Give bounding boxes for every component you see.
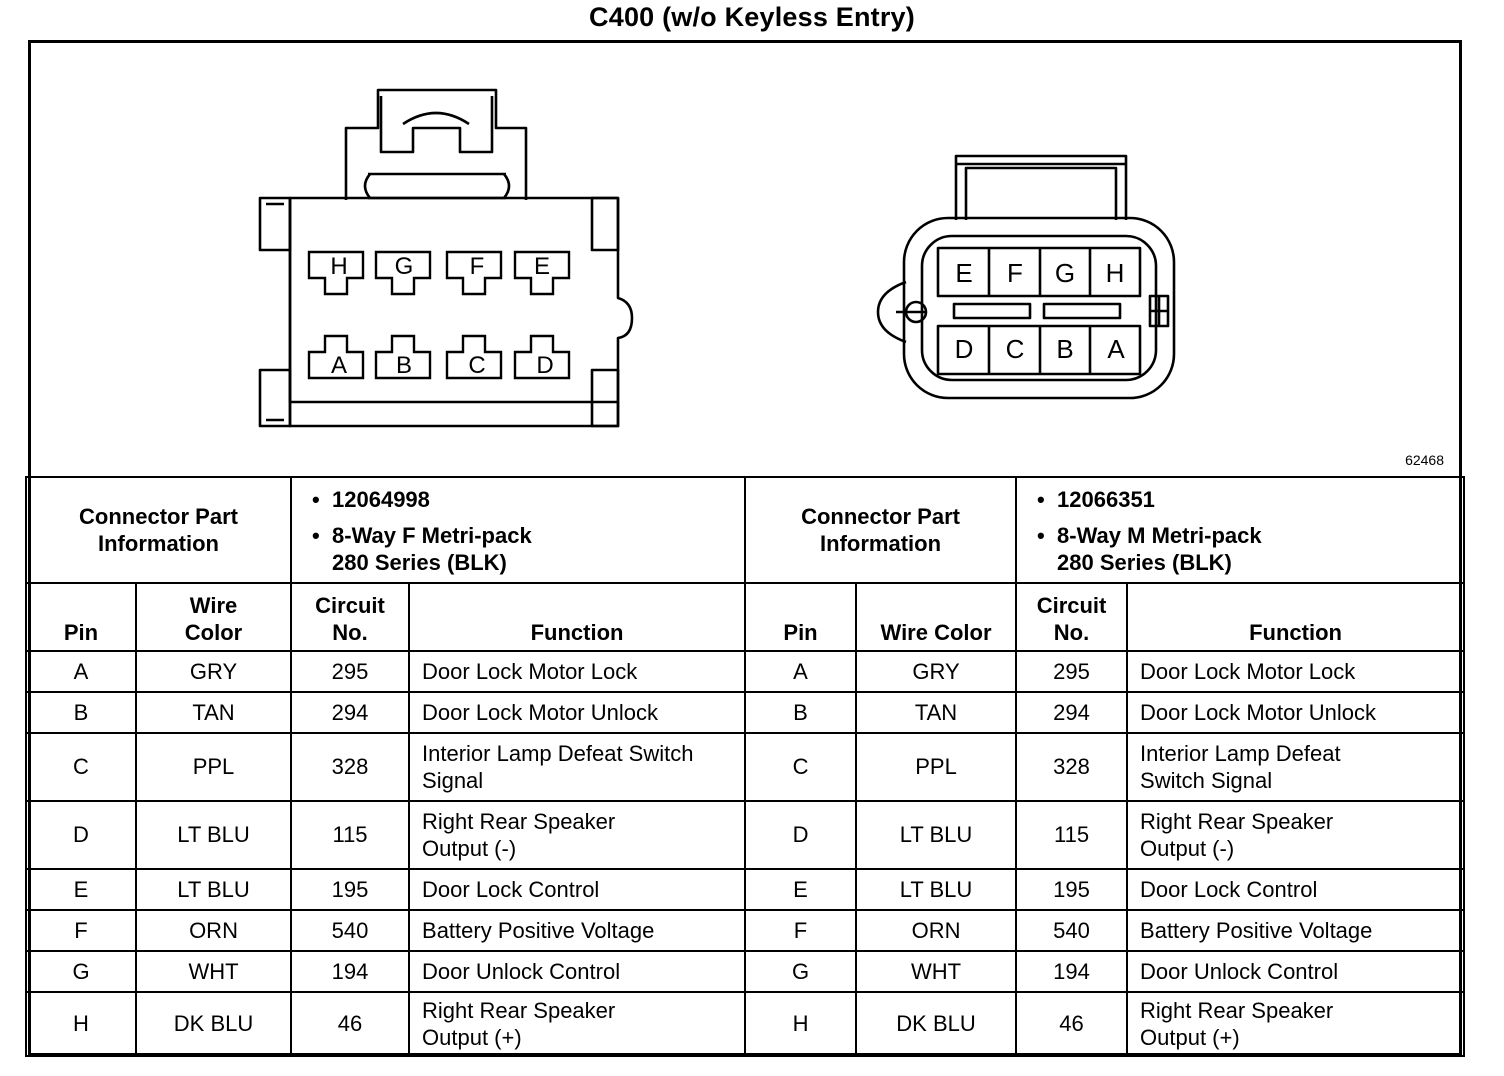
left-part-description: 8-Way F Metri-pack [332, 523, 532, 548]
left-pin-cell: F [26, 910, 136, 951]
right-wire-color-cell: DK BLU [856, 992, 1016, 1056]
left-pin-label-g: G [394, 253, 414, 280]
left-function-cell: Door Lock Control [409, 869, 745, 910]
right-wire-color-cell: GRY [856, 651, 1016, 692]
right-wire-color-cell: WHT [856, 951, 1016, 992]
header-wire-color-left: Wire Color [136, 583, 291, 651]
right-circuit-cell: 328 [1016, 733, 1127, 801]
table-row [26, 801, 1464, 869]
right-pin-label-f: F [1007, 258, 1023, 288]
right-circuit-cell: 115 [1016, 801, 1127, 869]
left-wire-color-cell: ORN [136, 910, 291, 951]
header-wire-color-right: Wire Color [856, 583, 1016, 651]
right-connector-drawing [878, 156, 1174, 398]
right-function-cell: Door Lock Control [1127, 869, 1464, 910]
left-circuit-cell: 115 [291, 801, 409, 869]
left-pin-label-d: D [536, 352, 554, 379]
right-connector-info-label: Connector Part Information [745, 477, 1016, 583]
left-function-cell: Right Rear Speaker Output (-) [409, 801, 745, 869]
left-wire-color-cell: DK BLU [136, 992, 291, 1056]
header-function-left: Function [409, 583, 745, 651]
right-wire-color-cell: ORN [856, 910, 1016, 951]
connector-drawings [28, 40, 1462, 478]
left-function-cell: Door Lock Motor Unlock [409, 692, 745, 733]
header-circuit-right: Circuit No. [1016, 583, 1127, 651]
right-function-cell: Door Unlock Control [1127, 951, 1464, 992]
left-pin-label-e: E [533, 253, 551, 280]
left-pin-label-f: F [469, 253, 485, 280]
table-row [26, 651, 1464, 692]
header-pin-right: Pin [745, 583, 856, 651]
right-pin-label-a: A [1107, 334, 1125, 364]
right-circuit-cell: 195 [1016, 869, 1127, 910]
left-connector-info-label: Connector Part Information [26, 477, 291, 583]
left-function-cell: Right Rear Speaker Output (+) [409, 992, 745, 1056]
right-circuit-cell: 295 [1016, 651, 1127, 692]
page-title: C400 (w/o Keyless Entry) [589, 2, 915, 32]
left-wire-color-cell: GRY [136, 651, 291, 692]
left-pin-label-b: B [395, 352, 413, 379]
connector-info-row [26, 477, 1464, 583]
left-circuit-cell: 46 [291, 992, 409, 1056]
right-pin-cell: F [745, 910, 856, 951]
right-pin-cell: D [745, 801, 856, 869]
right-pin-label-g: G [1054, 258, 1076, 288]
right-function-cell: Right Rear Speaker Output (-) [1127, 801, 1464, 869]
right-pin-cell: B [745, 692, 856, 733]
connector-diagram [28, 40, 1462, 478]
left-pin-cell: A [26, 651, 136, 692]
right-wire-color-cell: PPL [856, 733, 1016, 801]
left-pin-label-c: C [468, 352, 486, 379]
right-circuit-cell: 294 [1016, 692, 1127, 733]
right-pin-label-d: D [954, 334, 974, 364]
right-pin-label-h: H [1105, 258, 1125, 288]
left-function-cell: Door Lock Motor Lock [409, 651, 745, 692]
right-function-cell: Battery Positive Voltage [1127, 910, 1464, 951]
table-row [26, 692, 1464, 733]
right-pin-label-b: B [1056, 334, 1074, 364]
right-pin-label-c: C [1005, 334, 1025, 364]
right-part-number: 12066351 [1057, 487, 1155, 512]
right-connector-info: • 12066351 • 8-Way M Metri-pack 280 Series (BLK) [1016, 477, 1464, 583]
left-circuit-cell: 328 [291, 733, 409, 801]
right-circuit-cell: 46 [1016, 992, 1127, 1056]
left-pin-label-h: H [330, 253, 348, 280]
left-pin-cell: H [26, 992, 136, 1056]
right-circuit-cell: 194 [1016, 951, 1127, 992]
left-circuit-cell: 294 [291, 692, 409, 733]
right-function-cell: Door Lock Motor Unlock [1127, 692, 1464, 733]
table-header-row [26, 583, 1464, 651]
left-wire-color-cell: LT BLU [136, 869, 291, 910]
left-wire-color-cell: WHT [136, 951, 291, 992]
left-function-cell: Interior Lamp Defeat Switch Signal [409, 733, 745, 801]
left-pin-cell: E [26, 869, 136, 910]
left-circuit-cell: 194 [291, 951, 409, 992]
left-wire-color-cell: LT BLU [136, 801, 291, 869]
left-part-number: 12064998 [332, 487, 430, 512]
left-pin-cell: C [26, 733, 136, 801]
left-circuit-cell: 195 [291, 869, 409, 910]
left-function-cell: Door Unlock Control [409, 951, 745, 992]
left-pin-cell: B [26, 692, 136, 733]
right-part-description: 8-Way M Metri-pack [1057, 523, 1262, 548]
figure-number: 62468 [1405, 452, 1444, 468]
right-circuit-cell: 540 [1016, 910, 1127, 951]
left-pin-cell: D [26, 801, 136, 869]
right-wire-color-cell: TAN [856, 692, 1016, 733]
right-function-cell: Door Lock Motor Lock [1127, 651, 1464, 692]
right-function-cell: Interior Lamp Defeat Switch Signal [1127, 733, 1464, 801]
table-row [26, 733, 1464, 801]
table-row [26, 869, 1464, 910]
left-pin-label-a: A [330, 352, 348, 379]
left-circuit-cell: 540 [291, 910, 409, 951]
header-pin-left: Pin [26, 583, 136, 651]
header-circuit-left: Circuit No. [291, 583, 409, 651]
right-pin-cell: G [745, 951, 856, 992]
left-connector-info: • 12064998 • 8-Way F Metri-pack 280 Series (BLK) [291, 477, 745, 583]
left-wire-color-cell: PPL [136, 733, 291, 801]
right-function-cell: Right Rear Speaker Output (+) [1127, 992, 1464, 1056]
right-pin-cell: C [745, 733, 856, 801]
header-function-right: Function [1127, 583, 1464, 651]
right-pin-label-e: E [955, 258, 973, 288]
right-wire-color-cell: LT BLU [856, 801, 1016, 869]
right-pin-cell: H [745, 992, 856, 1056]
right-pin-cell: A [745, 651, 856, 692]
table-row [26, 910, 1464, 951]
right-pin-cell: E [745, 869, 856, 910]
pinout-table [25, 476, 1465, 1057]
left-function-cell: Battery Positive Voltage [409, 910, 745, 951]
table-row [26, 951, 1464, 992]
left-wire-color-cell: TAN [136, 692, 291, 733]
left-circuit-cell: 295 [291, 651, 409, 692]
table-row [26, 992, 1464, 1056]
left-pin-cell: G [26, 951, 136, 992]
right-wire-color-cell: LT BLU [856, 869, 1016, 910]
